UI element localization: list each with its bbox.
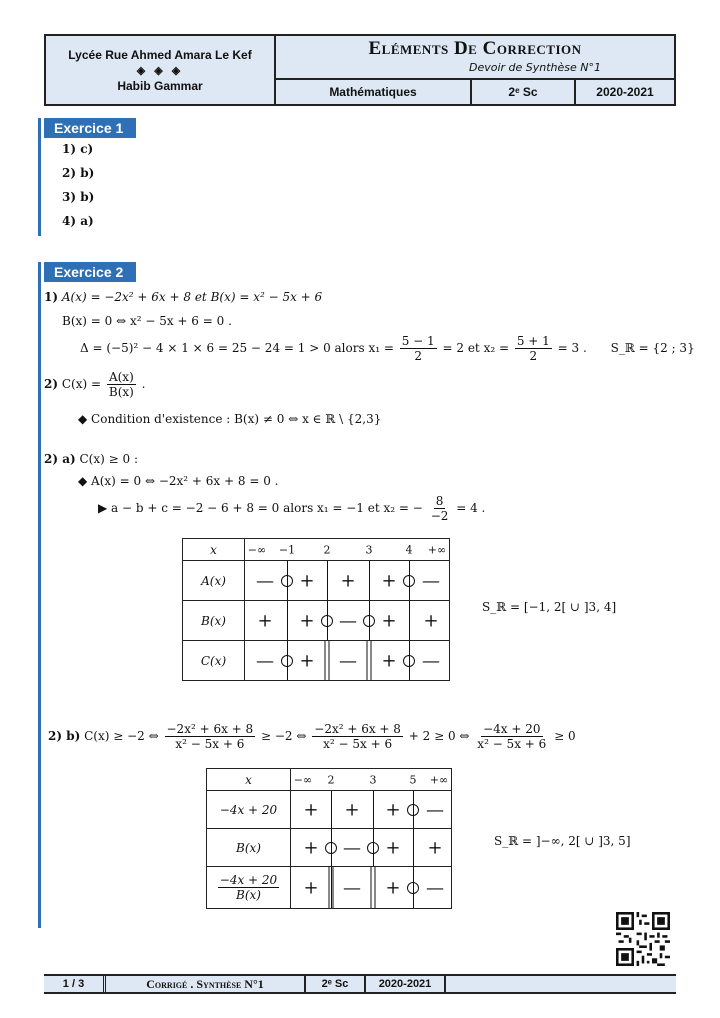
q2b-f3-num: −4x + 20 xyxy=(483,722,541,736)
t2-1-s0: + xyxy=(303,799,319,820)
q2b-number: 2) b) xyxy=(48,729,81,743)
t1-c-s2: — xyxy=(339,650,357,671)
t1-b-s1: + xyxy=(299,610,315,631)
zero-marker xyxy=(321,615,333,627)
class-level: 2ᵉ Sc xyxy=(472,80,576,104)
solution-set-2: S_ℝ = ]−∞, 2[ ∪ ]3, 5] xyxy=(494,834,631,848)
q1-delta-line xyxy=(80,334,695,363)
t2-1-s1: + xyxy=(344,799,360,820)
q1-statement xyxy=(44,290,322,304)
zero-marker xyxy=(367,842,379,854)
ex1-answer-4: 4) a) xyxy=(62,214,94,228)
t1-b-s4: + xyxy=(423,610,439,631)
t2-row-1 xyxy=(291,791,452,829)
t1-hv-1: −1 xyxy=(278,543,296,556)
sign-table-1 xyxy=(182,538,450,681)
zero-marker xyxy=(281,655,293,667)
q2a-sub: ◆ A(x) = 0 ⇔ −2x² + 6x + 8 = 0 . xyxy=(78,474,279,488)
q2b-f1-den: x² − 5x + 6 xyxy=(175,737,245,751)
t2-2-s0: + xyxy=(303,837,319,858)
zero-marker xyxy=(407,804,419,816)
t2-3-s3: — xyxy=(426,877,444,898)
t2-header-x: x xyxy=(207,769,291,791)
t1-a-s4: — xyxy=(422,570,440,591)
exercise1-bar xyxy=(38,118,41,236)
t2-3-s1: — xyxy=(343,877,361,898)
q2a-inequality: C(x) ≥ 0 : xyxy=(79,452,138,466)
q1-x2-num: 5 + 1 xyxy=(516,334,550,348)
zero-marker xyxy=(281,575,293,587)
q1-x1-fraction xyxy=(400,334,437,363)
t1-hv-0: −∞ xyxy=(247,543,267,556)
q2a-statement xyxy=(44,452,138,466)
q2-lhs: C(x) = xyxy=(61,377,102,391)
t2-row-3-fraction xyxy=(218,873,279,902)
t1-b-s0: + xyxy=(257,610,273,631)
q1-x2-value: = 3 . xyxy=(557,341,587,355)
school-block xyxy=(46,36,276,104)
qr-code-icon xyxy=(616,912,670,966)
t1-a-s2: + xyxy=(340,570,356,591)
t2-2-s1: — xyxy=(343,837,361,858)
t1-hv-3: 3 xyxy=(365,543,373,556)
t2-row-1-label: −4x + 20 xyxy=(207,791,291,829)
t1-c-s4: — xyxy=(422,650,440,671)
footer-class: 2ᵉ Sc xyxy=(306,976,366,992)
t1-row-b-label: B(x) xyxy=(183,601,245,641)
q2a-root-fraction xyxy=(429,494,451,523)
q1-x1-num: 5 − 1 xyxy=(401,334,435,348)
exercise2-badge: Exercice 2 xyxy=(44,262,136,282)
t2-1-s3: — xyxy=(426,799,444,820)
q2b-f2-num: −2x² + 6x + 8 xyxy=(314,722,401,736)
t1-row-c-label: C(x) xyxy=(183,641,245,681)
q2b-fraction-2 xyxy=(312,722,403,751)
q2a-root-den: −2 xyxy=(430,509,449,523)
t1-row-b xyxy=(245,601,450,641)
solution-set-1: S_ℝ = [−1, 2[ ∪ ]3, 4] xyxy=(482,600,617,614)
teacher-name: Habib Gammar xyxy=(117,78,203,93)
q1-x2-den: 2 xyxy=(529,349,538,363)
q2b-part-d: ≥ 0 xyxy=(554,729,576,743)
t2-2-s3: + xyxy=(427,837,443,858)
t1-row-a-label: A(x) xyxy=(183,561,245,601)
q2b-f2-den: x² − 5x + 6 xyxy=(323,737,393,751)
t1-a-s1: + xyxy=(299,570,315,591)
t2-row-3 xyxy=(291,867,452,909)
q2b-f3-den: x² − 5x + 6 xyxy=(477,737,547,751)
q1-x1-value: = 2 et x₂ = xyxy=(442,341,510,355)
t2-hv-1: 2 xyxy=(327,773,335,786)
exercise2-bar xyxy=(38,262,41,928)
q1-x2-fraction xyxy=(515,334,552,363)
t1-hv-4: 4 xyxy=(405,543,413,556)
ex1-answer-1: 1) c) xyxy=(62,142,94,156)
footer-title: Corrigé . Synthèse N°1 xyxy=(106,976,306,992)
t2-header-values xyxy=(291,769,452,791)
exercise1-badge: Exercice 1 xyxy=(44,118,136,138)
q2a-root-value: = 4 . xyxy=(456,501,486,515)
t1-hv-2: 2 xyxy=(323,543,331,556)
t2-hv-4: +∞ xyxy=(429,773,449,786)
t2-2-s2: + xyxy=(385,837,401,858)
t2-hv-0: −∞ xyxy=(293,773,313,786)
t2-row-3-den: B(x) xyxy=(236,888,261,902)
q2-frac-num: A(x) xyxy=(108,370,134,384)
t1-row-a xyxy=(245,561,450,601)
zero-marker xyxy=(403,655,415,667)
t2-hv-3: 5 xyxy=(409,773,417,786)
q2b-fraction-1 xyxy=(165,722,256,751)
header-box xyxy=(44,34,676,106)
t2-row-3-num: −4x + 20 xyxy=(219,873,278,887)
sign-table-2 xyxy=(206,768,452,909)
page-title: Eléments De Correction xyxy=(368,38,582,59)
t1-c-s0: — xyxy=(256,650,274,671)
q1-number: 1) xyxy=(44,290,59,304)
zero-marker xyxy=(407,882,419,894)
t1-a-s0: — xyxy=(256,570,274,591)
zero-marker xyxy=(363,615,375,627)
t2-3-s0: + xyxy=(303,877,319,898)
ex1-answer-3: 3) b) xyxy=(62,190,95,204)
q2-statement xyxy=(44,370,145,399)
zero-marker xyxy=(403,575,415,587)
t2-row-2-label: B(x) xyxy=(207,829,291,867)
page-subtitle: Devoir de Synthèse N°1 xyxy=(468,61,602,74)
ex1-answer-2: 2) b) xyxy=(62,166,95,180)
header-info-row xyxy=(276,80,674,104)
q1-x1-den: 2 xyxy=(414,349,423,363)
title-area xyxy=(276,36,674,80)
subject: Mathématiques xyxy=(276,80,472,104)
q1-equation: B(x) = 0 ⇔ x² − 5x + 6 = 0 . xyxy=(62,314,232,328)
t2-row-2 xyxy=(291,829,452,867)
t1-a-s3: + xyxy=(381,570,397,591)
page-number: 1 / 3 xyxy=(44,976,106,992)
q2-frac-den: B(x) xyxy=(108,385,134,399)
school-name: Lycée Rue Ahmed Amara Le Kef xyxy=(68,47,252,62)
t1-row-c xyxy=(245,641,450,681)
t1-hv-5: +∞ xyxy=(427,543,447,556)
q2b-part-a: C(x) ≥ −2 ⇔ xyxy=(84,729,159,743)
q2a-root-num: 8 xyxy=(435,494,444,508)
t1-header-values xyxy=(245,539,450,561)
q2a-roots: ▶ a − b + c = −2 − 6 + 8 = 0 alors x₁ = −1 et x₂ = − xyxy=(98,501,423,515)
q2a-roots-line xyxy=(98,494,485,523)
q1-solution: S_ℝ = {2 ; 3} xyxy=(610,341,695,355)
t2-row-3-label xyxy=(207,867,291,909)
q2b-part-b: ≥ −2 ⇔ xyxy=(261,729,307,743)
t1-header-x: x xyxy=(183,539,245,561)
q2-number: 2) xyxy=(44,377,59,391)
zero-marker xyxy=(325,842,337,854)
t1-b-s2: — xyxy=(339,610,357,631)
t2-hv-2: 3 xyxy=(369,773,377,786)
t2-3-s2: + xyxy=(385,877,401,898)
q2-dot: . xyxy=(141,377,146,391)
t1-c-s1: + xyxy=(299,650,315,671)
q2b-statement xyxy=(48,722,576,751)
title-block xyxy=(276,36,674,104)
t1-b-s3: + xyxy=(381,610,397,631)
q2b-part-c: + 2 ≥ 0 ⇔ xyxy=(408,729,470,743)
diamond-icon: ◈ ◈ ◈ xyxy=(136,64,184,77)
q2-fraction xyxy=(107,370,136,399)
footer xyxy=(44,974,676,994)
q2b-f1-num: −2x² + 6x + 8 xyxy=(166,722,254,736)
q2a-number: 2) a) xyxy=(44,452,76,466)
q2b-fraction-3 xyxy=(475,722,548,751)
footer-year: 2020-2021 xyxy=(366,976,446,992)
school-year: 2020-2021 xyxy=(596,85,654,99)
q1-delta: Δ = (−5)² − 4 × 1 × 6 = 25 − 24 = 1 > 0 alors x₁ = xyxy=(80,341,394,355)
t2-1-s2: + xyxy=(385,799,401,820)
t1-c-s3: + xyxy=(381,650,397,671)
q1-functions: A(x) = −2x² + 6x + 8 et B(x) = x² − 5x + 6 xyxy=(61,290,323,304)
q2-condition: ◆ Condition d'existence : B(x) ≠ 0 ⇔ x ∈ ℝ \ {2,3} xyxy=(78,412,382,426)
